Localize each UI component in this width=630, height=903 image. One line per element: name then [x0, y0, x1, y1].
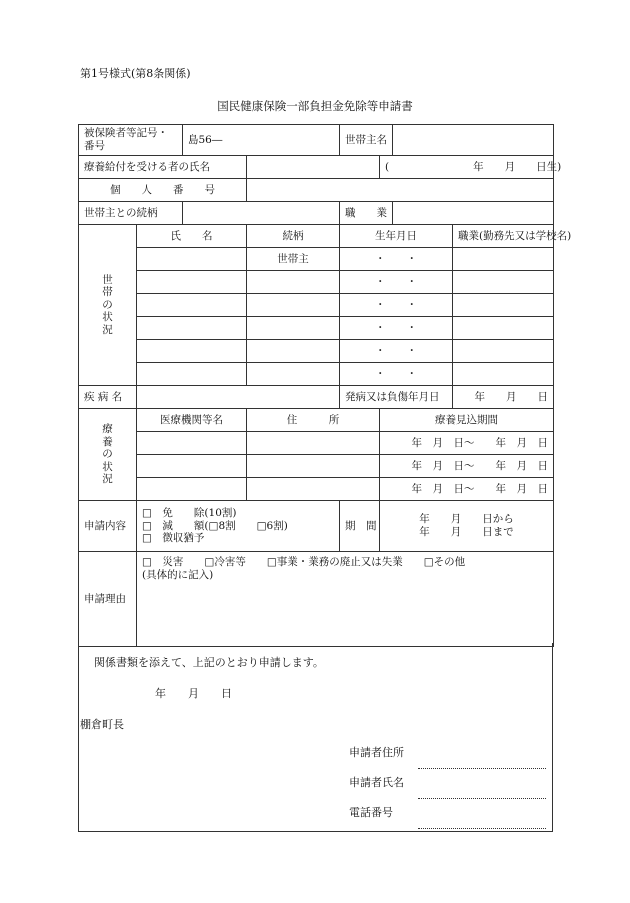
reduction-checkbox[interactable]: □ 減 額(□8割 □6割)	[142, 519, 288, 532]
insured-number-field[interactable]: 島56―	[183, 125, 340, 156]
household-row	[79, 248, 554, 271]
household-dob-cell[interactable]: ・ ・	[340, 317, 453, 340]
treatment-institution-cell[interactable]	[137, 432, 247, 455]
applicant-address-field[interactable]	[418, 760, 546, 771]
page-title: 国民健康保険一部負担金免除等申請書	[217, 99, 413, 113]
household-row	[79, 363, 554, 386]
exemption-checkbox[interactable]: □ 免 除(10割)	[142, 507, 237, 520]
applicant-name-field[interactable]	[418, 790, 546, 801]
household-header-name: 氏 名	[137, 225, 247, 248]
reason-options[interactable]: □ 災害 □冷害等 □事業・業務の廃止又は失業 □その他	[142, 556, 466, 568]
patient-birthdate[interactable]: ( 年 月 日生)	[380, 156, 554, 179]
treatment-institution-cell[interactable]	[137, 478, 247, 501]
patient-name-field[interactable]	[247, 156, 380, 179]
household-row	[79, 340, 554, 363]
household-name-cell[interactable]	[137, 294, 247, 317]
head-of-household-label: 世帯主名	[340, 125, 393, 156]
application-content-options[interactable]	[137, 501, 340, 552]
household-relation-cell[interactable]: 世帯主	[247, 248, 340, 271]
declaration-statement: 関係書類を添えて、上記のとおり申請します。	[94, 656, 324, 669]
applicant-name-label: 申請者氏名	[349, 776, 404, 789]
illness-name-field[interactable]	[137, 386, 340, 409]
insured-number-label: 被保険者等記号・番号	[79, 125, 183, 156]
period-field[interactable]: 年 月 日から 年 月 日まで	[380, 501, 554, 552]
household-relation-cell[interactable]	[247, 294, 340, 317]
household-section-label: 世 帯 の 状 況	[79, 225, 137, 386]
household-job-cell[interactable]	[453, 271, 554, 294]
form-number: 第1号様式(第8条関係)	[80, 67, 191, 80]
relationship-field[interactable]	[183, 202, 340, 225]
occupation-label: 職 業	[340, 202, 393, 225]
household-row	[79, 271, 554, 294]
treatment-row	[79, 432, 554, 455]
treatment-institution-cell[interactable]	[137, 455, 247, 478]
onset-date-label: 発病又は負傷年月日	[340, 386, 453, 409]
reason-label: 申請理由	[79, 552, 137, 647]
application-date[interactable]: 年 月 日	[155, 687, 232, 700]
illness-name-label: 疾 病 名	[79, 386, 137, 409]
relationship-label: 世帯主との続柄	[79, 202, 183, 225]
household-name-cell[interactable]	[137, 271, 247, 294]
reason-note: (具体的に記入)	[142, 568, 214, 581]
treatment-row	[79, 455, 554, 478]
household-name-cell[interactable]	[137, 248, 247, 271]
household-name-cell[interactable]	[137, 340, 247, 363]
application-form-table	[78, 124, 572, 647]
individual-number-field[interactable]	[247, 179, 554, 202]
household-dob-cell[interactable]: ・ ・	[340, 363, 453, 386]
household-job-cell[interactable]	[453, 294, 554, 317]
household-job-cell[interactable]	[453, 317, 554, 340]
head-of-household-field[interactable]	[393, 125, 554, 156]
household-dob-cell[interactable]: ・ ・	[340, 340, 453, 363]
household-row	[79, 294, 554, 317]
treatment-address-cell[interactable]	[247, 455, 380, 478]
declaration-section	[78, 643, 553, 832]
household-relation-cell[interactable]	[247, 271, 340, 294]
household-header-dob: 生年月日	[340, 225, 453, 248]
phone-label: 電話番号	[349, 806, 393, 819]
treatment-row	[79, 478, 554, 501]
treatment-section-label: 療 養 の 状 況	[79, 409, 137, 501]
household-row	[79, 317, 554, 340]
household-job-cell[interactable]	[453, 248, 554, 271]
occupation-field[interactable]	[393, 202, 554, 225]
household-relation-cell[interactable]	[247, 363, 340, 386]
applicant-address-label: 申請者住所	[349, 746, 404, 759]
household-dob-cell[interactable]: ・ ・	[340, 294, 453, 317]
household-relation-cell[interactable]	[247, 340, 340, 363]
onset-date-field[interactable]: 年 月 日	[453, 386, 554, 409]
household-job-cell[interactable]	[453, 363, 554, 386]
treatment-period-cell[interactable]: 年 月 日～ 年 月 日	[380, 432, 554, 455]
household-name-cell[interactable]	[137, 317, 247, 340]
treatment-period-cell[interactable]: 年 月 日～ 年 月 日	[380, 455, 554, 478]
period-label: 期 間	[340, 501, 380, 552]
deferral-checkbox[interactable]: □ 徴収猶予	[142, 532, 205, 545]
household-name-cell[interactable]	[137, 363, 247, 386]
application-content-label: 申請内容	[79, 501, 137, 552]
addressee: 棚倉町長	[80, 718, 124, 731]
treatment-address-cell[interactable]	[247, 478, 380, 501]
treatment-header-address: 住 所	[247, 409, 380, 432]
individual-number-label: 個 人 番 号	[79, 179, 247, 202]
household-dob-cell[interactable]: ・ ・	[340, 271, 453, 294]
patient-name-label: 療養給付を受ける者の氏名	[79, 156, 247, 179]
phone-field[interactable]	[418, 820, 546, 831]
treatment-period-cell[interactable]: 年 月 日～ 年 月 日	[380, 478, 554, 501]
treatment-header-institution: 医療機関等名	[137, 409, 247, 432]
household-header-job: 職業(勤務先又は学校名)	[453, 225, 554, 248]
household-header-relation: 続柄	[247, 225, 340, 248]
treatment-address-cell[interactable]	[247, 432, 380, 455]
household-dob-cell[interactable]: ・ ・	[340, 248, 453, 271]
reason-field[interactable]	[137, 552, 554, 647]
household-relation-cell[interactable]	[247, 317, 340, 340]
treatment-header-period: 療養見込期間	[380, 409, 554, 432]
household-job-cell[interactable]	[453, 340, 554, 363]
